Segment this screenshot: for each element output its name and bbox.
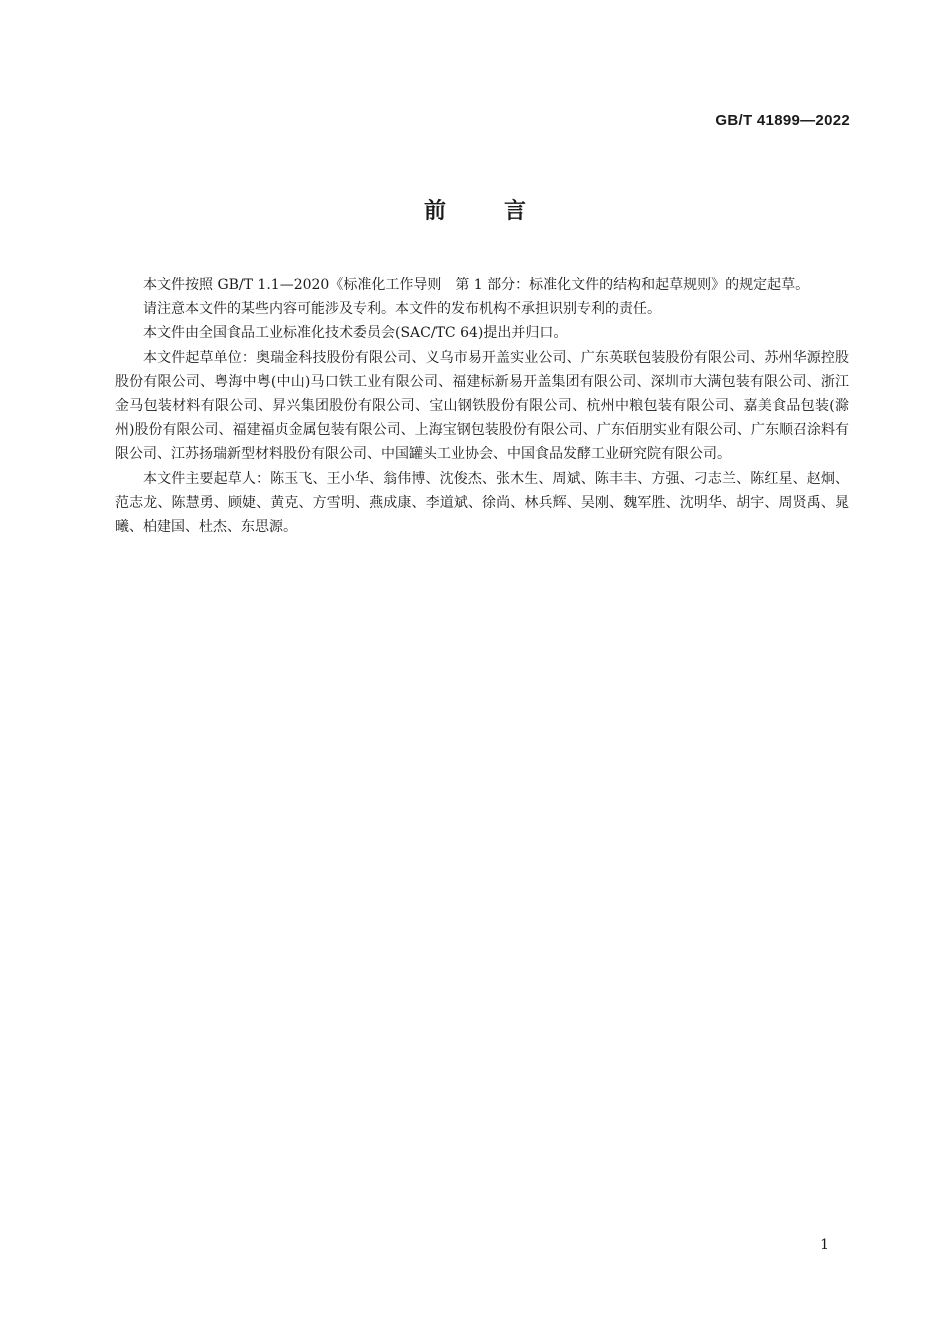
paragraph-proposer: 本文件由全国食品工业标准化技术委员会(SAC/TC 64)提出并归口。 (143, 325, 568, 342)
page-title: 前言 (423, 199, 584, 224)
paragraph-patent-notice: 请注意本文件的某些内容可能涉及专利。本文件的发布机构不承担识别专利的责任。 (143, 301, 661, 318)
foreword-body (115, 273, 849, 539)
paragraph-drafting-units: 本文件起草单位：奥瑞金科技股份有限公司、义乌市易开盖实业公司、广东英联包装股份有限公司、苏州华源控股股份有限公司、粤海中粤(中山)马口铁工业有限公司、福建标新易开盖集团有限公司、深圳市大满包装有限公司、浙江金马包装材料有限公司、昇兴集团股份有限公司、宝山钢铁股份有限公司、杭州中粮包装有限公司、嘉美食品包装(滁州)股份有限公司、福建福贞金属包装有限公司、上海宝钢包装股份有限公司、广东佰朋实业有限公司、广东顺召涂料有限公司、江苏扬瑞新型材料股份有限公司、中国罐头工业协会、中国食品发酵工业研究院有限公司。 (115, 349, 849, 463)
page-number: 1 (820, 1237, 829, 1253)
paragraph-drafting-rules: 本文件按照 GB/T 1.1—2020《标准化工作导则 第 1 部分：标准化文件的结构和起草规则》的规定起草。 (143, 277, 810, 293)
paragraph-drafters: 本文件主要起草人：陈玉飞、王小华、翁伟博、沈俊杰、张木生、周斌、陈丰丰、方强、刁志兰、陈红星、赵炯、范志龙、陈慧勇、顾婕、黄克、方雪明、燕成康、李道斌、徐尚、林兵辉、吴刚、魏军胜、沈明华、胡宇、周贤禹、晁曦、柏建国、杜杰、东思源。 (115, 470, 849, 536)
standard-number: GB/T 41899—2022 (715, 112, 850, 129)
